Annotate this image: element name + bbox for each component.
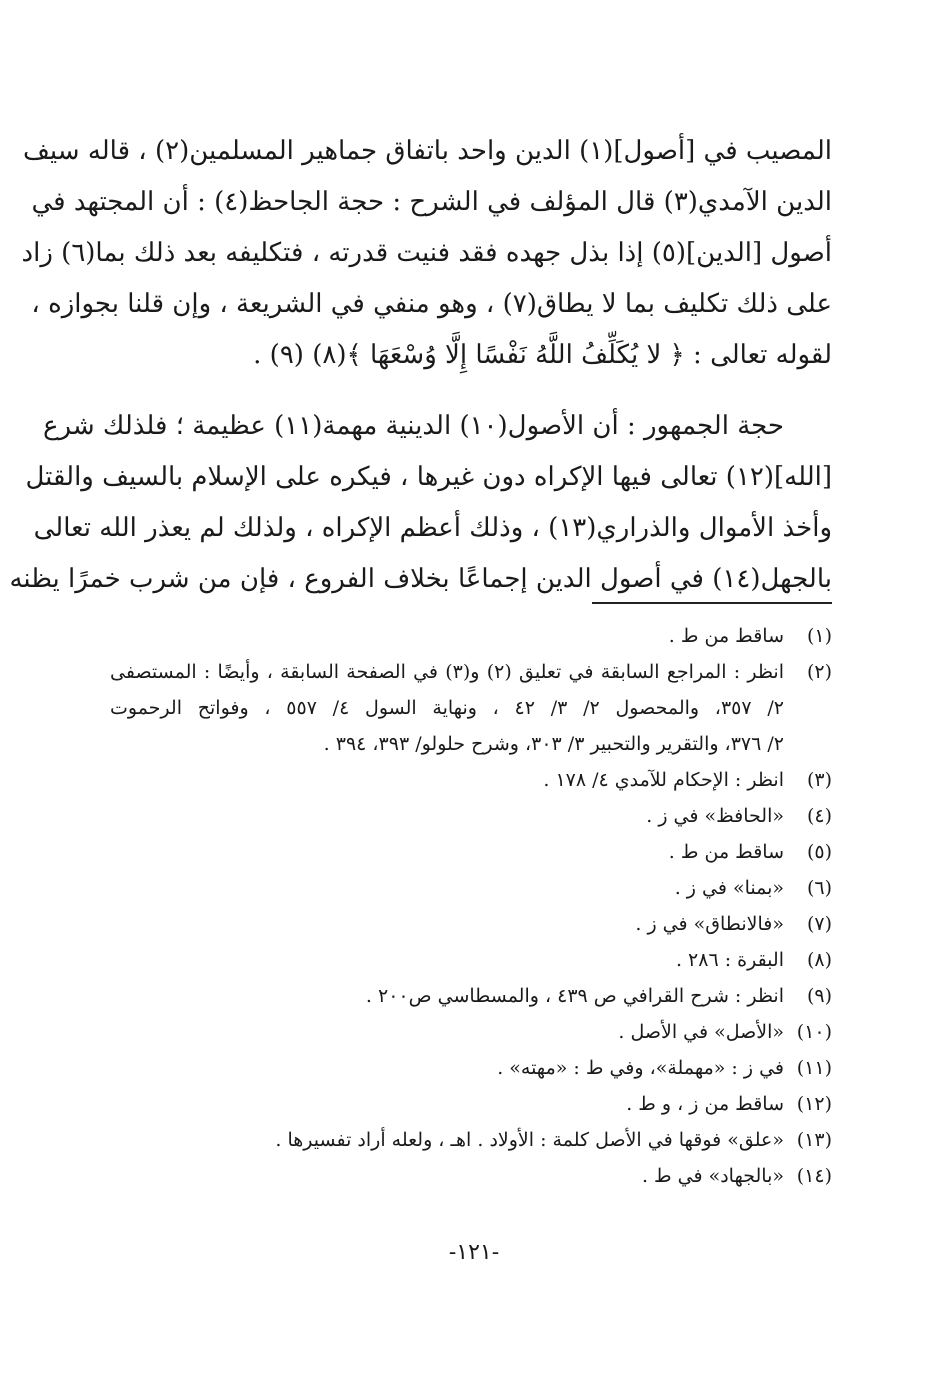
footnote-number: (٦) [806, 877, 832, 899]
page-number: -١٢١- [448, 1240, 500, 1265]
footnote-line: ساقط من ط . [668, 841, 784, 863]
text-line: المصيب في [أصول](١) الدين واحد باتفاق جماهير المسلمين(٢) ، قاله سيف [23, 136, 832, 166]
footnote-number: (١١) [796, 1057, 832, 1079]
text-line: [الله](١٢) تعالى فيها الإكراه دون غيرها ، فيكره على الإسلام بالسيف والقتل [25, 462, 832, 492]
footnote-number: (٨) [806, 949, 832, 971]
footnote-number: (٤) [806, 805, 832, 827]
footnote-number: (١٣) [796, 1129, 832, 1151]
footnote-line: «الأصل» في الأصل . [618, 1021, 784, 1043]
footnote-line: «فالانطاق» في ز . [635, 913, 784, 935]
footnote-text [110, 654, 784, 762]
footnote [110, 942, 832, 978]
footnote-text [110, 942, 784, 978]
footnote-number: (١٢) [796, 1093, 832, 1115]
footnote-number: (٣) [806, 769, 832, 791]
footnote-number: (١٠) [796, 1021, 832, 1043]
text-line: حجة الجمهور : أن الأصول(١٠) الدينية مهمة(١١) عظيمة ؛ فلذلك شرع [43, 411, 784, 441]
footnote-number: (٧) [806, 913, 832, 935]
footnote-text [110, 1086, 784, 1122]
footnote [110, 1086, 832, 1122]
footnote-number: (١) [806, 625, 832, 647]
footnote-line: «بمنا» في ز . [674, 877, 784, 899]
footnote [110, 1122, 832, 1158]
footnote-line: البقرة : ٢٨٦ . [675, 949, 784, 971]
footnote-line: انظر : المراجع السابقة في تعليق (٢) و(٣) في الصفحة السابقة ، وأيضًا : المستصفى [110, 661, 784, 683]
footnote-line: «بالجهاد» في ط . [641, 1165, 784, 1187]
text-line: وأخذ الأموال والذراري(١٣) ، وذلك أعظم الإكراه ، ولذلك لم يعذر الله تعالى [33, 513, 832, 543]
footnote-line: ساقط من ط . [668, 625, 784, 647]
footnote [110, 978, 832, 1014]
footnotes [110, 618, 832, 1194]
text-line: أصول [الدين](٥) إذا بذل جهده فقد فنيت قدرته ، فتكليفه بعد ذلك بما(٦) زاد [21, 238, 832, 268]
footnote-number: (١٤) [796, 1165, 832, 1187]
text-line: على ذلك تكليف بما لا يطاق(٧) ، وهو منفي في الشريعة ، وإن قلنا بجوازه ، [31, 289, 832, 319]
footnote-number: (٩) [806, 985, 832, 1007]
footnote-text [110, 870, 784, 906]
footnote [110, 870, 832, 906]
footnote-line: انظر : شرح القرافي ص ٤٣٩ ، والمسطاسي ص٢٠٠ . [365, 985, 784, 1007]
text-line: الدين الآمدي(٣) قال المؤلف في الشرح : حجة الجاحظ(٤) : أن المجتهد في [31, 187, 832, 217]
main-text [9, 126, 832, 605]
paragraph [9, 401, 832, 605]
footnote-text [110, 1122, 784, 1158]
text-line: بالجهل(١٤) في أصول الدين إجماعًا بخلاف الفروع ، فإن من شرب خمرًا يظنه [9, 564, 832, 594]
footnote-number: (٢) [806, 661, 832, 683]
footnote-text [110, 906, 784, 942]
footnote-text [110, 1050, 784, 1086]
footnote [110, 1158, 832, 1194]
footnote [110, 1014, 832, 1050]
footnote-separator [592, 602, 832, 604]
footnote [110, 618, 832, 654]
footnote [110, 798, 832, 834]
paragraph-gap [120, 381, 832, 401]
text-line: لقوله تعالى : ﴿ لا يُكَلِّفُ اللَّهُ نَفْسًا إِلَّا وُسْعَهَا ﴾(٨) (٩) . [253, 340, 832, 370]
footnote-line: ٢/ ٣٥٧، والمحصول ٢/ ٣/ ٤٢ ، ونهاية السول ٤/ ٥٥٧ ، وفواتح الرحموت [110, 697, 784, 719]
footnote-text [110, 834, 784, 870]
footnote-text [110, 618, 784, 654]
footnote [110, 654, 832, 762]
footnote-number: (٥) [806, 841, 832, 863]
footnote [110, 834, 832, 870]
footnote [110, 906, 832, 942]
footnote-text [110, 1014, 784, 1050]
footnote-text [110, 1158, 784, 1194]
footnote [110, 762, 832, 798]
footnote [110, 1050, 832, 1086]
footnote-text [110, 798, 784, 834]
footnote-line: «الحافظ» في ز . [646, 805, 784, 827]
footnote-line: ساقط من ز ، و ط . [626, 1093, 784, 1115]
footnote-line: في ز : «مهملة»، وفي ط : «مهته» . [497, 1057, 784, 1079]
footnote-line: انظر : الإحكام للآمدي ٤/ ١٧٨ . [543, 769, 784, 791]
footnote-line: «علق» فوقها في الأصل كلمة : الأولاد . اهـ ، ولعله أراد تفسيرها . [275, 1129, 784, 1151]
footnote-line: ٢/ ٣٧٦، والتقرير والتحبير ٣/ ٣٠٣، وشرح حلولو/ ٣٩٣، ٣٩٤ . [323, 733, 784, 755]
paragraph [21, 126, 832, 381]
footnote-text [110, 978, 784, 1014]
footnote-text [110, 762, 784, 798]
